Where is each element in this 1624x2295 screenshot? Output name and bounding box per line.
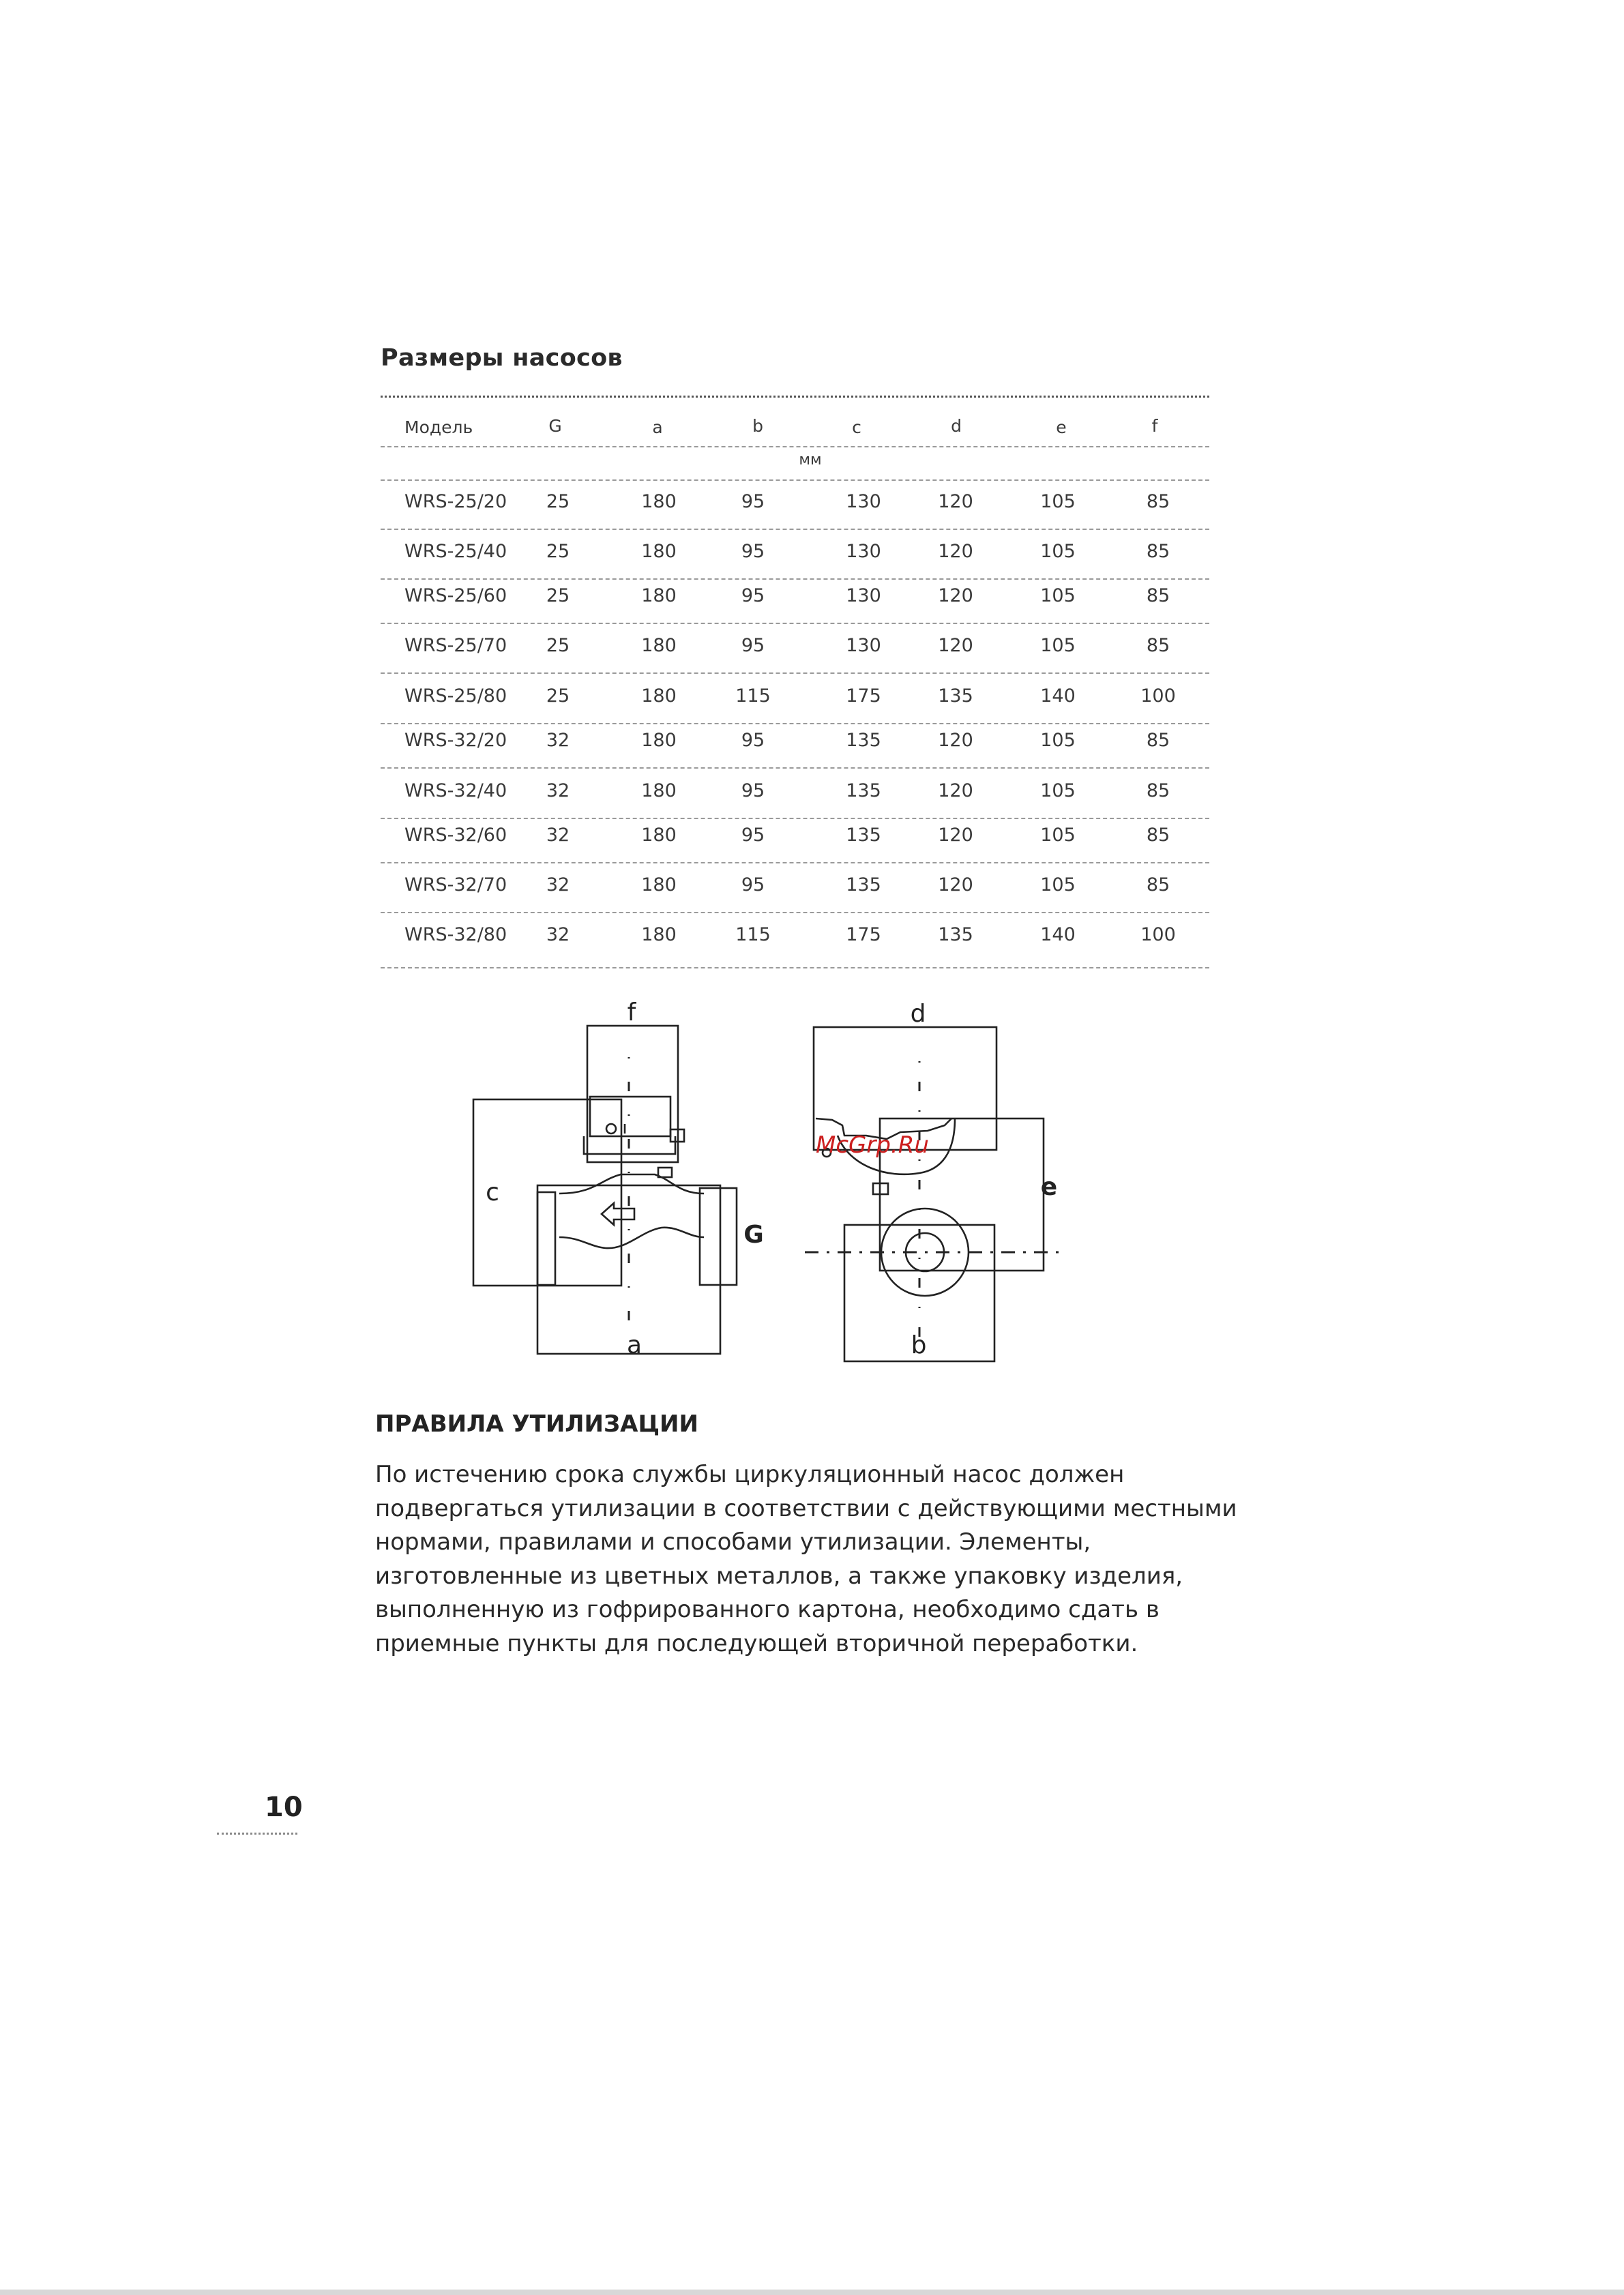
unit-rule — [381, 479, 1209, 481]
inlet-flange — [537, 1192, 555, 1285]
cell-value: 180 — [641, 780, 677, 801]
flow-arrow-icon — [602, 1203, 634, 1225]
cell-value: 180 — [641, 491, 677, 512]
cell-value: 140 — [1040, 685, 1076, 707]
switch-icon — [606, 1124, 616, 1134]
cell-value: 25 — [546, 585, 570, 606]
cell-value: 135 — [846, 780, 881, 801]
cell-value: 85 — [1146, 825, 1170, 846]
cell-value: 105 — [1040, 730, 1076, 751]
cell-value: 120 — [938, 874, 973, 895]
cell-value: 180 — [641, 585, 677, 606]
cell-value: 135 — [846, 874, 881, 895]
disposal-line: нормами, правилами и способами утилизации. Элементы, — [375, 1528, 1091, 1556]
cell-value: 130 — [846, 491, 881, 512]
cell-value: 95 — [741, 874, 765, 895]
cell-value: 85 — [1146, 585, 1170, 606]
row-rule — [381, 862, 1209, 863]
label-f: f — [627, 998, 636, 1026]
cell-value: 32 — [546, 874, 570, 895]
cell-value: 85 — [1146, 635, 1170, 656]
dimensions-title: Размеры насосов — [381, 344, 623, 372]
cell-value: 32 — [546, 780, 570, 801]
cell-value: 95 — [741, 730, 765, 751]
cell-value: 180 — [641, 730, 677, 751]
cell-value: 135 — [938, 924, 973, 945]
col-header-d: d — [951, 416, 962, 436]
row-rule — [381, 623, 1209, 624]
cell-model: WRS-25/20 — [404, 491, 507, 512]
cell-model: WRS-25/60 — [404, 585, 507, 606]
header-rule — [381, 446, 1209, 447]
cell-value: 120 — [938, 491, 973, 512]
cell-value: 105 — [1040, 491, 1076, 512]
row-rule — [381, 672, 1209, 674]
row-rule — [381, 767, 1209, 769]
label-e: e — [1040, 1173, 1058, 1201]
cell-value: 180 — [641, 541, 677, 562]
cell-model: WRS-32/40 — [404, 780, 507, 801]
cell-value: 32 — [546, 825, 570, 846]
cell-model: WRS-25/80 — [404, 685, 507, 707]
cell-value: 115 — [735, 685, 771, 707]
row-rule — [381, 723, 1209, 724]
row-rule — [381, 818, 1209, 819]
col-header-model: Модель — [404, 417, 473, 437]
dim-box-a — [537, 1185, 720, 1354]
disposal-line: приемные пункты для последующей вторичной переработки. — [375, 1629, 1138, 1657]
cell-value: 85 — [1146, 541, 1170, 562]
col-header-b: b — [752, 416, 763, 436]
col-header-f: f — [1151, 416, 1158, 436]
cell-value: 100 — [1140, 685, 1176, 707]
col-header-g: G — [548, 416, 562, 436]
disposal-line: подвергаться утилизации в соответствии с действующими местными — [375, 1494, 1237, 1522]
cell-value: 105 — [1040, 585, 1076, 606]
row-rule — [381, 967, 1209, 968]
cell-value: 130 — [846, 635, 881, 656]
cell-value: 105 — [1040, 635, 1076, 656]
cell-value: 95 — [741, 825, 765, 846]
cell-value: 25 — [546, 635, 570, 656]
cell-value: 120 — [938, 730, 973, 751]
cell-model: WRS-32/20 — [404, 730, 507, 751]
cell-value: 95 — [741, 541, 765, 562]
cell-model: WRS-32/60 — [404, 825, 507, 846]
disposal-line: изготовленные из цветных металлов, а также упаковку изделия, — [375, 1562, 1183, 1590]
cell-value: 175 — [846, 924, 881, 945]
row-rule — [381, 912, 1209, 913]
cell-value: 105 — [1040, 874, 1076, 895]
disposal-line: По истечению срока службы циркуляционный насос должен — [375, 1461, 1125, 1488]
cell-value: 32 — [546, 730, 570, 751]
cell-value: 25 — [546, 541, 570, 562]
label-c: c — [486, 1179, 499, 1206]
disposal-line: выполненную из гофрированного картона, необходимо сдать в — [375, 1596, 1160, 1623]
cell-value: 95 — [741, 635, 765, 656]
cell-value: 120 — [938, 825, 973, 846]
disposal-text — [375, 1458, 1235, 1661]
cell-value: 175 — [846, 685, 881, 707]
page-bottom-edge — [0, 2290, 1624, 2295]
dim-box-f — [587, 1026, 678, 1162]
col-header-a: a — [652, 417, 663, 437]
col-header-e: e — [1056, 417, 1067, 437]
cell-value: 32 — [546, 924, 570, 945]
label-b: b — [911, 1331, 927, 1359]
cell-value: 135 — [846, 825, 881, 846]
cell-value: 95 — [741, 780, 765, 801]
row-rule — [381, 578, 1209, 580]
cell-value: 100 — [1140, 924, 1176, 945]
cell-value: 105 — [1040, 825, 1076, 846]
pump-dimension-drawing — [450, 996, 1078, 1378]
cell-value: 120 — [938, 585, 973, 606]
table-top-rule — [381, 396, 1209, 398]
cell-model: WRS-32/70 — [404, 874, 507, 895]
cell-model: WRS-25/70 — [404, 635, 507, 656]
terminal-box — [590, 1097, 670, 1136]
outlet-flange — [700, 1188, 737, 1285]
page-number: 10 — [265, 1792, 303, 1823]
cell-value: 135 — [938, 685, 973, 707]
cell-value: 135 — [846, 730, 881, 751]
cell-value: 120 — [938, 635, 973, 656]
cell-value: 130 — [846, 541, 881, 562]
cell-value: 25 — [546, 685, 570, 707]
page-number-rule — [217, 1833, 297, 1835]
cell-value: 180 — [641, 825, 677, 846]
cell-value: 180 — [641, 924, 677, 945]
cell-value: 130 — [846, 585, 881, 606]
cell-value: 120 — [938, 780, 973, 801]
cell-value: 115 — [735, 924, 771, 945]
label-a: a — [626, 1331, 643, 1359]
watermark: McGrp.Ru — [816, 1131, 929, 1159]
label-d: d — [910, 1000, 926, 1028]
cell-value: 180 — [641, 635, 677, 656]
cell-value: 85 — [1146, 730, 1170, 751]
unit-label: мм — [799, 451, 822, 469]
label-G: G — [743, 1221, 764, 1249]
cell-value: 140 — [1040, 924, 1076, 945]
cell-value: 105 — [1040, 541, 1076, 562]
disposal-title: ПРАВИЛА УТИЛИЗАЦИИ — [375, 1410, 698, 1438]
cell-value: 95 — [741, 585, 765, 606]
cell-value: 105 — [1040, 780, 1076, 801]
cell-value: 120 — [938, 541, 973, 562]
cell-value: 25 — [546, 491, 570, 512]
cell-value: 95 — [741, 491, 765, 512]
cell-value: 180 — [641, 685, 677, 707]
col-header-c: c — [852, 417, 861, 437]
cell-value: 180 — [641, 874, 677, 895]
cell-model: WRS-32/80 — [404, 924, 507, 945]
cell-model: WRS-25/40 — [404, 541, 507, 562]
cell-value: 85 — [1146, 874, 1170, 895]
cell-value: 85 — [1146, 491, 1170, 512]
row-rule — [381, 529, 1209, 530]
cell-value: 85 — [1146, 780, 1170, 801]
